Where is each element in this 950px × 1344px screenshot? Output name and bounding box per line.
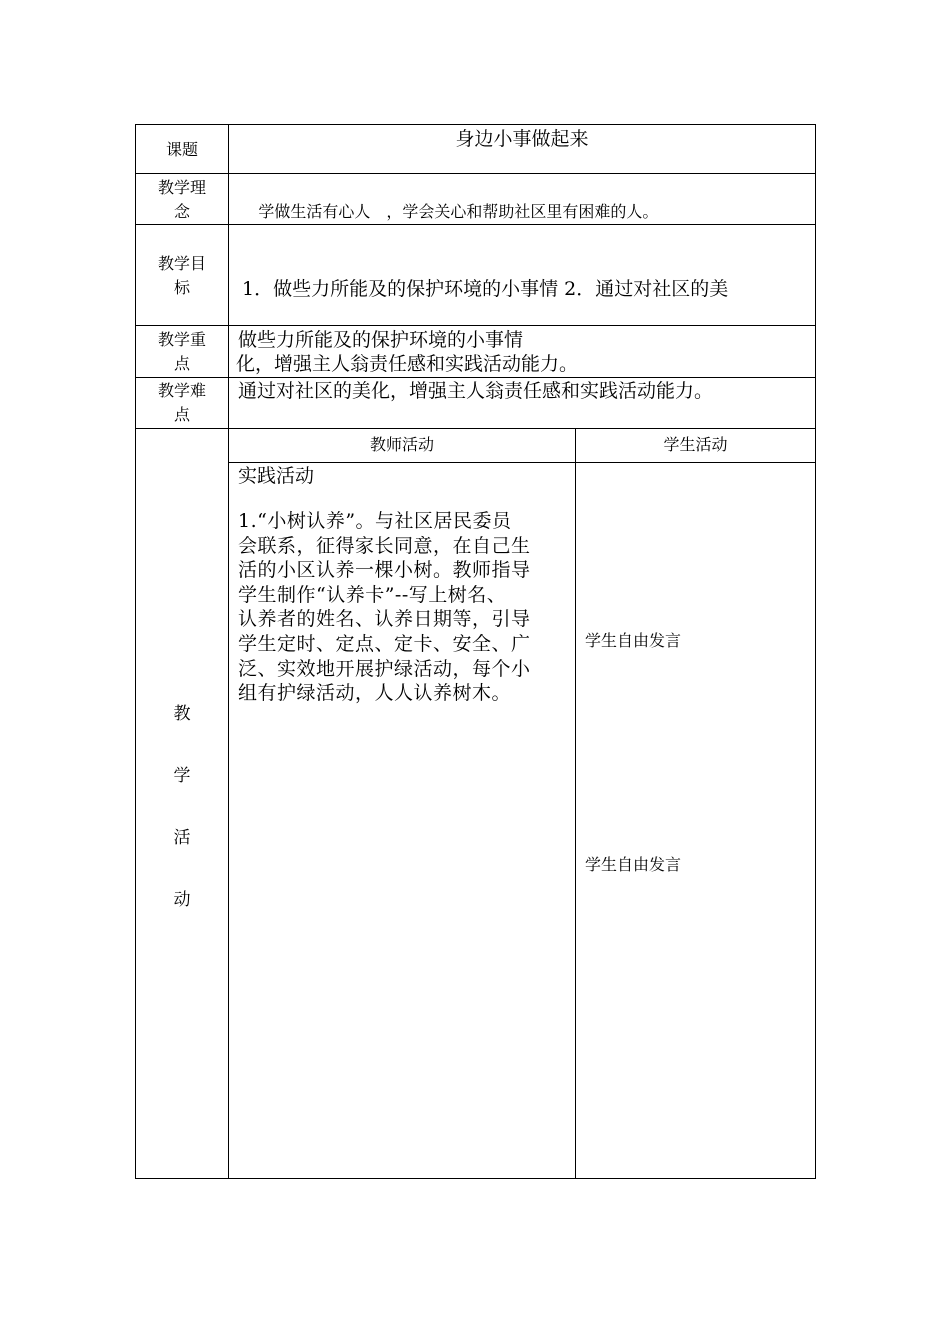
teacher-activity-header — [229, 433, 575, 457]
teacher-activity-content — [238, 464, 573, 706]
topic-label-text: 课题 — [165, 140, 198, 159]
teacher-line: 学生定时、定点、定卡、安全、广 — [238, 632, 531, 655]
student-activity-header — [576, 433, 815, 457]
side-char-4: 动 — [173, 890, 191, 910]
difficulty-value-text: 通过对社区的美化，增强主人翁责任感和实践活动能力。 — [238, 380, 714, 402]
difficulty-label-line-1: 教学难 — [157, 381, 206, 400]
border-right — [815, 124, 816, 1179]
teacher-line: 会联系，征得家长同意，在自己生 — [238, 534, 531, 557]
side-char-2: 学 — [173, 766, 191, 786]
topic-value-text: 身边小事做起来 — [455, 128, 589, 150]
philosophy-value-text: 学做生活有心人 ，学会关心和帮助社区里有困难的人。 — [258, 202, 659, 221]
goal-value-line-1: 1．做些力所能及的保护环境的小事情 2．通过对社区的美 — [236, 278, 729, 300]
focus-value — [238, 328, 808, 353]
goal-label-line-2: 标 — [173, 278, 190, 297]
philosophy-label — [136, 176, 228, 224]
teacher-line: 泛、实效地开展护绿活动，每个小 — [238, 657, 531, 680]
teacher-activity-header-text: 教师活动 — [369, 435, 434, 454]
teacher-activity-body — [238, 509, 573, 706]
philosophy-label-line-1: 教学理 — [157, 178, 206, 197]
border-top — [135, 124, 816, 125]
border-row-5 — [135, 428, 816, 429]
student-response-1: 学生自由发言 — [585, 631, 682, 650]
border-label-col — [228, 124, 229, 1179]
topic-label — [136, 138, 228, 162]
teacher-line: 活的小区认养一棵小树。教师指导 — [238, 559, 531, 582]
philosophy-label-line-2: 念 — [173, 202, 190, 221]
teacher-line: 学生制作“认养卡”--写上树名、 — [238, 583, 507, 606]
difficulty-label — [136, 379, 228, 427]
border-middle-col — [575, 428, 576, 1179]
goal-label-line-1: 教学目 — [157, 254, 206, 273]
focus-label-line-2: 点 — [173, 354, 190, 373]
focus-value-text: 做些力所能及的保护环境的小事情 — [238, 329, 524, 351]
teacher-line: 认养者的姓名、认养日期等，引导 — [238, 608, 531, 631]
border-row-1 — [135, 173, 816, 174]
teacher-line: 1.“小树认养”。与社区居民委员 — [238, 510, 512, 532]
border-header-bottom — [228, 462, 816, 463]
side-char-1: 教 — [173, 704, 191, 724]
border-bottom — [135, 1178, 816, 1179]
teacher-line: 组有护绿活动，人人认养树木。 — [238, 682, 512, 705]
teacher-activity-title: 实践活动 — [238, 465, 315, 487]
difficulty-label-line-2: 点 — [173, 405, 190, 424]
focus-label-line-1: 教学重 — [157, 330, 206, 349]
difficulty-value — [238, 379, 813, 404]
topic-value — [229, 127, 815, 151]
goal-label — [136, 252, 228, 300]
goal-value-line-2: 化，增强主人翁责任感和实践活动能力。 — [236, 353, 579, 375]
student-activity-header-text: 学生活动 — [663, 435, 728, 454]
student-response-2: 学生自由发言 — [585, 855, 682, 874]
side-char-3: 活 — [173, 828, 191, 848]
focus-label — [136, 328, 228, 376]
